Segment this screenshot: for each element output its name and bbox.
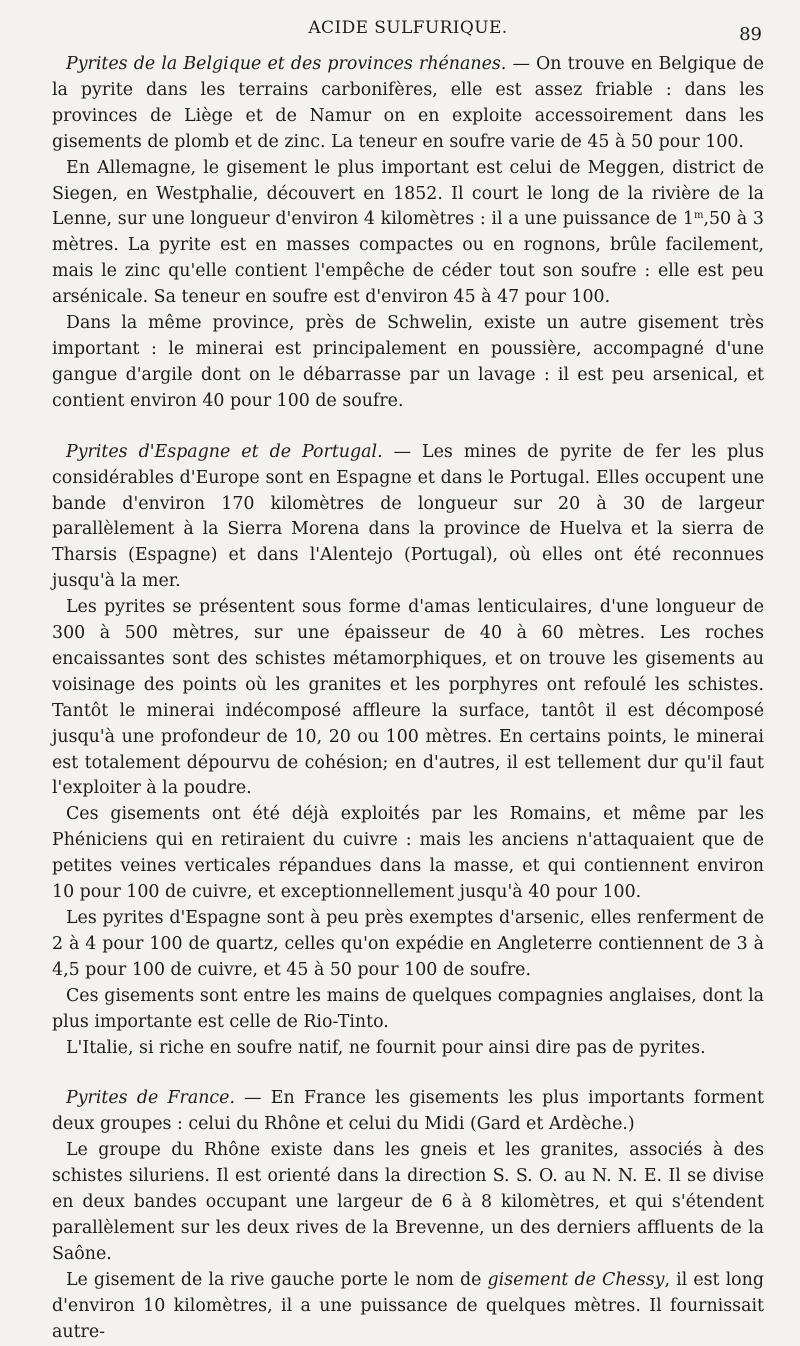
book-page <box>52 18 764 1346</box>
italic-term: gisement de Chessy <box>487 1269 665 1290</box>
paragraph-text: ,50 à 3 mètres. La pyrite est en masses compactes ou en rognons, brûle facilement, mais le zinc qu'elle contient l'empêche de céder tout son soufre : elle est peu arsénicale. Sa teneur en soufre est d'environ 45 à 47 pour 100. <box>52 209 764 308</box>
section-heading: Pyrites de France. <box>66 1088 235 1109</box>
paragraph <box>52 1268 764 1346</box>
paragraph <box>52 311 764 415</box>
paragraph: Les pyrites se présentent sous forme d'amas lenticulaires, d'une longueur de 300 à 500 mètres, sur une épaisseur de 40 à 60 mètres. Les roches encaissantes sont des schistes métamorphiques, et on trouve les gisements au voisinage des points où les granites et les porphyres ont refoulé les schistes. Tantôt le minerai indécomposé affleure la surface, tantôt il est décomposé jusqu'à une profondeur de 10, 20 ou 100 mètres. En certains points, le minerai est totalement dépourvu de cohésion; en d'autres, il est tellement dur qu'il faut l'exploiter à la poudre. <box>52 597 764 799</box>
superscript: m <box>693 210 704 222</box>
paragraph-text: — En France les gisements les plus importants forment deux groupes : celui du Rhône et celui du Midi (Gard et Ardèche.) <box>52 1088 764 1135</box>
page-number: 89 <box>739 24 762 45</box>
paragraph-text: En Allemagne, le gisement le plus important est celui de Meggen, district de Siegen, en Westphalie, découvert en 1852. Il court le long de la rivière de la Lenne, sur une longueur d'environ 4 kilomètres : il a une puissance de 1 <box>52 157 764 230</box>
paragraph-text: — Les mines de pyrite de fer les plus considérables d'Europe sont en Espagne et dans le Portugal. Elles occupent une bande d'environ 170 kilomètres de longueur sur 20 à 30 de largeur parallèlement à la Sierra Morena dans la province de Huelva et la sierra de Tharsis (Espagne) et dans l'Alentejo (Portugal), où elles ont été reconnues jusqu'à la mer. <box>52 441 764 592</box>
paragraph: Le groupe du Rhône existe dans les gneis et les granites, associés à des schistes siluriens. Il est orienté dans la direction S. S. O. au N. N. E. Il se divise en deux bandes occupant une largeur de 6 à 8 kilomètres, et qui s'étendent parallèlement sur les deux rives de la Brevenne, un des derniers affluents de la Saône. <box>52 1140 764 1264</box>
paragraph-text: Dans la même province, près de Schwelin, existe un autre gisement très important : le minerai est principalement en poussière, accompagné d'une gangue d'argile dont on le débarrasse par un lavage : il est peu arsenical, et contient environ 40 pour 100 de soufre. <box>52 313 764 411</box>
section-heading: Pyrites d'Espagne et de Portugal. <box>66 441 383 462</box>
running-head <box>52 18 764 52</box>
paragraph: L'Italie, si riche en soufre natif, ne fournit pour ainsi dire pas de pyrites. <box>66 1037 706 1058</box>
paragraph <box>52 156 764 311</box>
section-belgique <box>52 52 764 415</box>
section-heading: Pyrites de la Belgique et des provinces rhénanes. <box>66 54 507 74</box>
paragraph-text: , il est long d'environ 10 kilomètres, il a une puissance de quelques mètres. Il fournissait autre- <box>52 1269 764 1342</box>
paragraph: Ces gisements sont entre les mains de quelques compagnies anglaises, dont la plus importante est celle de Rio-Tinto. <box>52 985 764 1032</box>
section-france <box>52 1086 764 1345</box>
paragraph: Ces gisements ont été déjà exploités par les Romains, et même par les Phéniciens qui en retiraient du cuivre : mais les anciens n'attaquaient que de petites veines verticales répandues dans la masse, et qui contiennent environ 10 pour 100 de cuivre, et exceptionnellement jusqu'à 40 pour 100. <box>52 804 764 903</box>
paragraph-text: — On trouve en Belgique de la pyrite dans les terrains carbonifères, elle est assez friable : dans les provinces de Liège et de Namur on en exploite accessoirement dans les gisements de plomb et de zinc. La teneur en soufre varie de 45 à 50 pour 100. <box>52 54 764 152</box>
paragraph: Les pyrites d'Espagne sont à peu près exemptes d'arsenic, elles renferment de 2 à 4 pour 100 de quartz, celles qu'on expédie en Angleterre contiennent de 3 à 4,5 pour 100 de cuivre, et 45 à 50 pour 100 de soufre. <box>52 908 764 980</box>
paragraph <box>52 52 764 156</box>
paragraph-text: Le gisement de la rive gauche porte le nom de <box>66 1269 488 1290</box>
running-title: ACIDE SULFURIQUE. <box>308 18 508 38</box>
section-espagne <box>52 440 764 1062</box>
paragraph <box>52 440 764 595</box>
paragraph <box>52 1086 764 1138</box>
